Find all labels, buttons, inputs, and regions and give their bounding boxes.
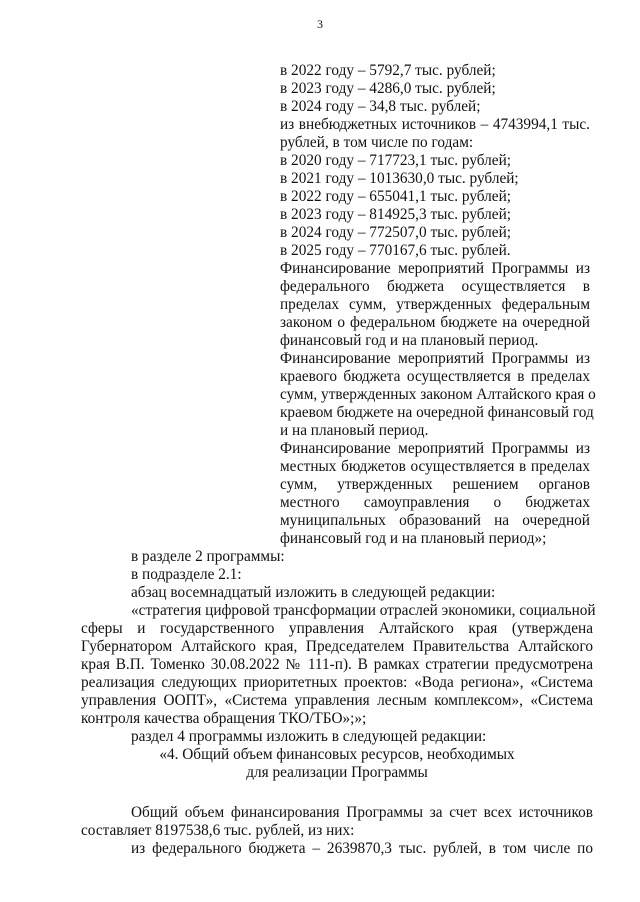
text-line: в 2021 году – 1013630,0 тыс. рублей; (280, 170, 519, 187)
text-line: в 2022 году – 655041,1 тыс. рублей; (280, 188, 512, 205)
text-line: Финансирование мероприятий Программы из (280, 350, 590, 367)
text-line: сферы и государственного управления Алтайского края (утверждена (81, 620, 593, 637)
text-line: финансовый год и на плановый период»; (280, 530, 547, 547)
text-line: в подразделе 2.1: (131, 566, 242, 583)
text-line: и на плановый период. (280, 422, 429, 439)
text-line: финансовый год и на плановый период. (280, 332, 539, 349)
text-line: Общий объем финансирования Программы за счет всех источников (131, 804, 593, 821)
text-line: законом о федеральном бюджете на очередной (280, 314, 590, 331)
text-line: из федерального бюджета – 2639870,3 тыс. рублей, в том числе по (131, 840, 593, 857)
text-line: сумм, утвержденных решением органов (280, 476, 590, 493)
text-line: Финансирование мероприятий Программы из (280, 440, 590, 457)
text-line: в 2023 году – 814925,3 тыс. рублей; (280, 206, 512, 223)
text-line: рублей, в том числе по годам: (280, 134, 474, 151)
text-line: составляет 8197538,6 тыс. рублей, из них: (81, 822, 355, 839)
text-line: в 2020 году – 717723,1 тыс. рублей; (280, 152, 512, 169)
text-line: муниципальных образований на очередной (280, 512, 590, 529)
text-line: в 2025 году – 770167,6 тыс. рублей. (280, 242, 511, 259)
text-line: «стратегия цифровой трансформации отраслей экономики, социальной (131, 602, 596, 619)
text-line: Финансирование мероприятий Программы из (280, 260, 590, 277)
text-line: краевого бюджета осуществляется в пределах (280, 368, 590, 385)
text-line: края В.П. Томенко 30.08.2022 № 111-п). В рамках стратегии предусмотрена (81, 656, 593, 673)
text-line: сумм, утвержденных законом Алтайского края о (280, 386, 596, 403)
text-line: контроля качества обращения ТКО/ТБО»;»; (81, 710, 367, 727)
text-line: федерального бюджета осуществляется в (280, 278, 590, 295)
text-line: управления ООПТ», «Система управления лесным комплексом», «Система (81, 692, 593, 709)
text-line: местного самоуправления о бюджетах (280, 494, 590, 511)
text-line: пределах сумм, утвержденных федеральным (280, 296, 590, 313)
text-line: Губернатором Алтайского края, Председателем Правительства Алтайского (81, 638, 593, 655)
text-line: в 2023 году – 4286,0 тыс. рублей; (280, 80, 496, 97)
text-line: «4. Общий объем финансовых ресурсов, необходимых (159, 746, 515, 763)
text-line: из внебюджетных источников – 4743994,1 тыс. (280, 116, 590, 133)
text-line: реализация следующих приоритетных проектов: «Вода региона», «Система (81, 674, 593, 691)
text-line: абзац восемнадцатый изложить в следующей редакции: (131, 584, 496, 601)
page-number: 3 (317, 17, 323, 31)
text-line: в 2024 году – 34,8 тыс. рублей; (280, 98, 481, 115)
text-line: местных бюджетов осуществляется в пределах (280, 458, 590, 475)
text-line: в 2024 году – 772507,0 тыс. рублей; (280, 224, 512, 241)
text-line: в разделе 2 программы: (131, 548, 285, 565)
text-line: в 2022 году – 5792,7 тыс. рублей; (280, 62, 496, 79)
text-line: для реализации Программы (246, 764, 428, 781)
text-line: краевом бюджете на очередной финансовый год (280, 404, 594, 421)
text-line: раздел 4 программы изложить в следующей редакции: (131, 728, 487, 745)
